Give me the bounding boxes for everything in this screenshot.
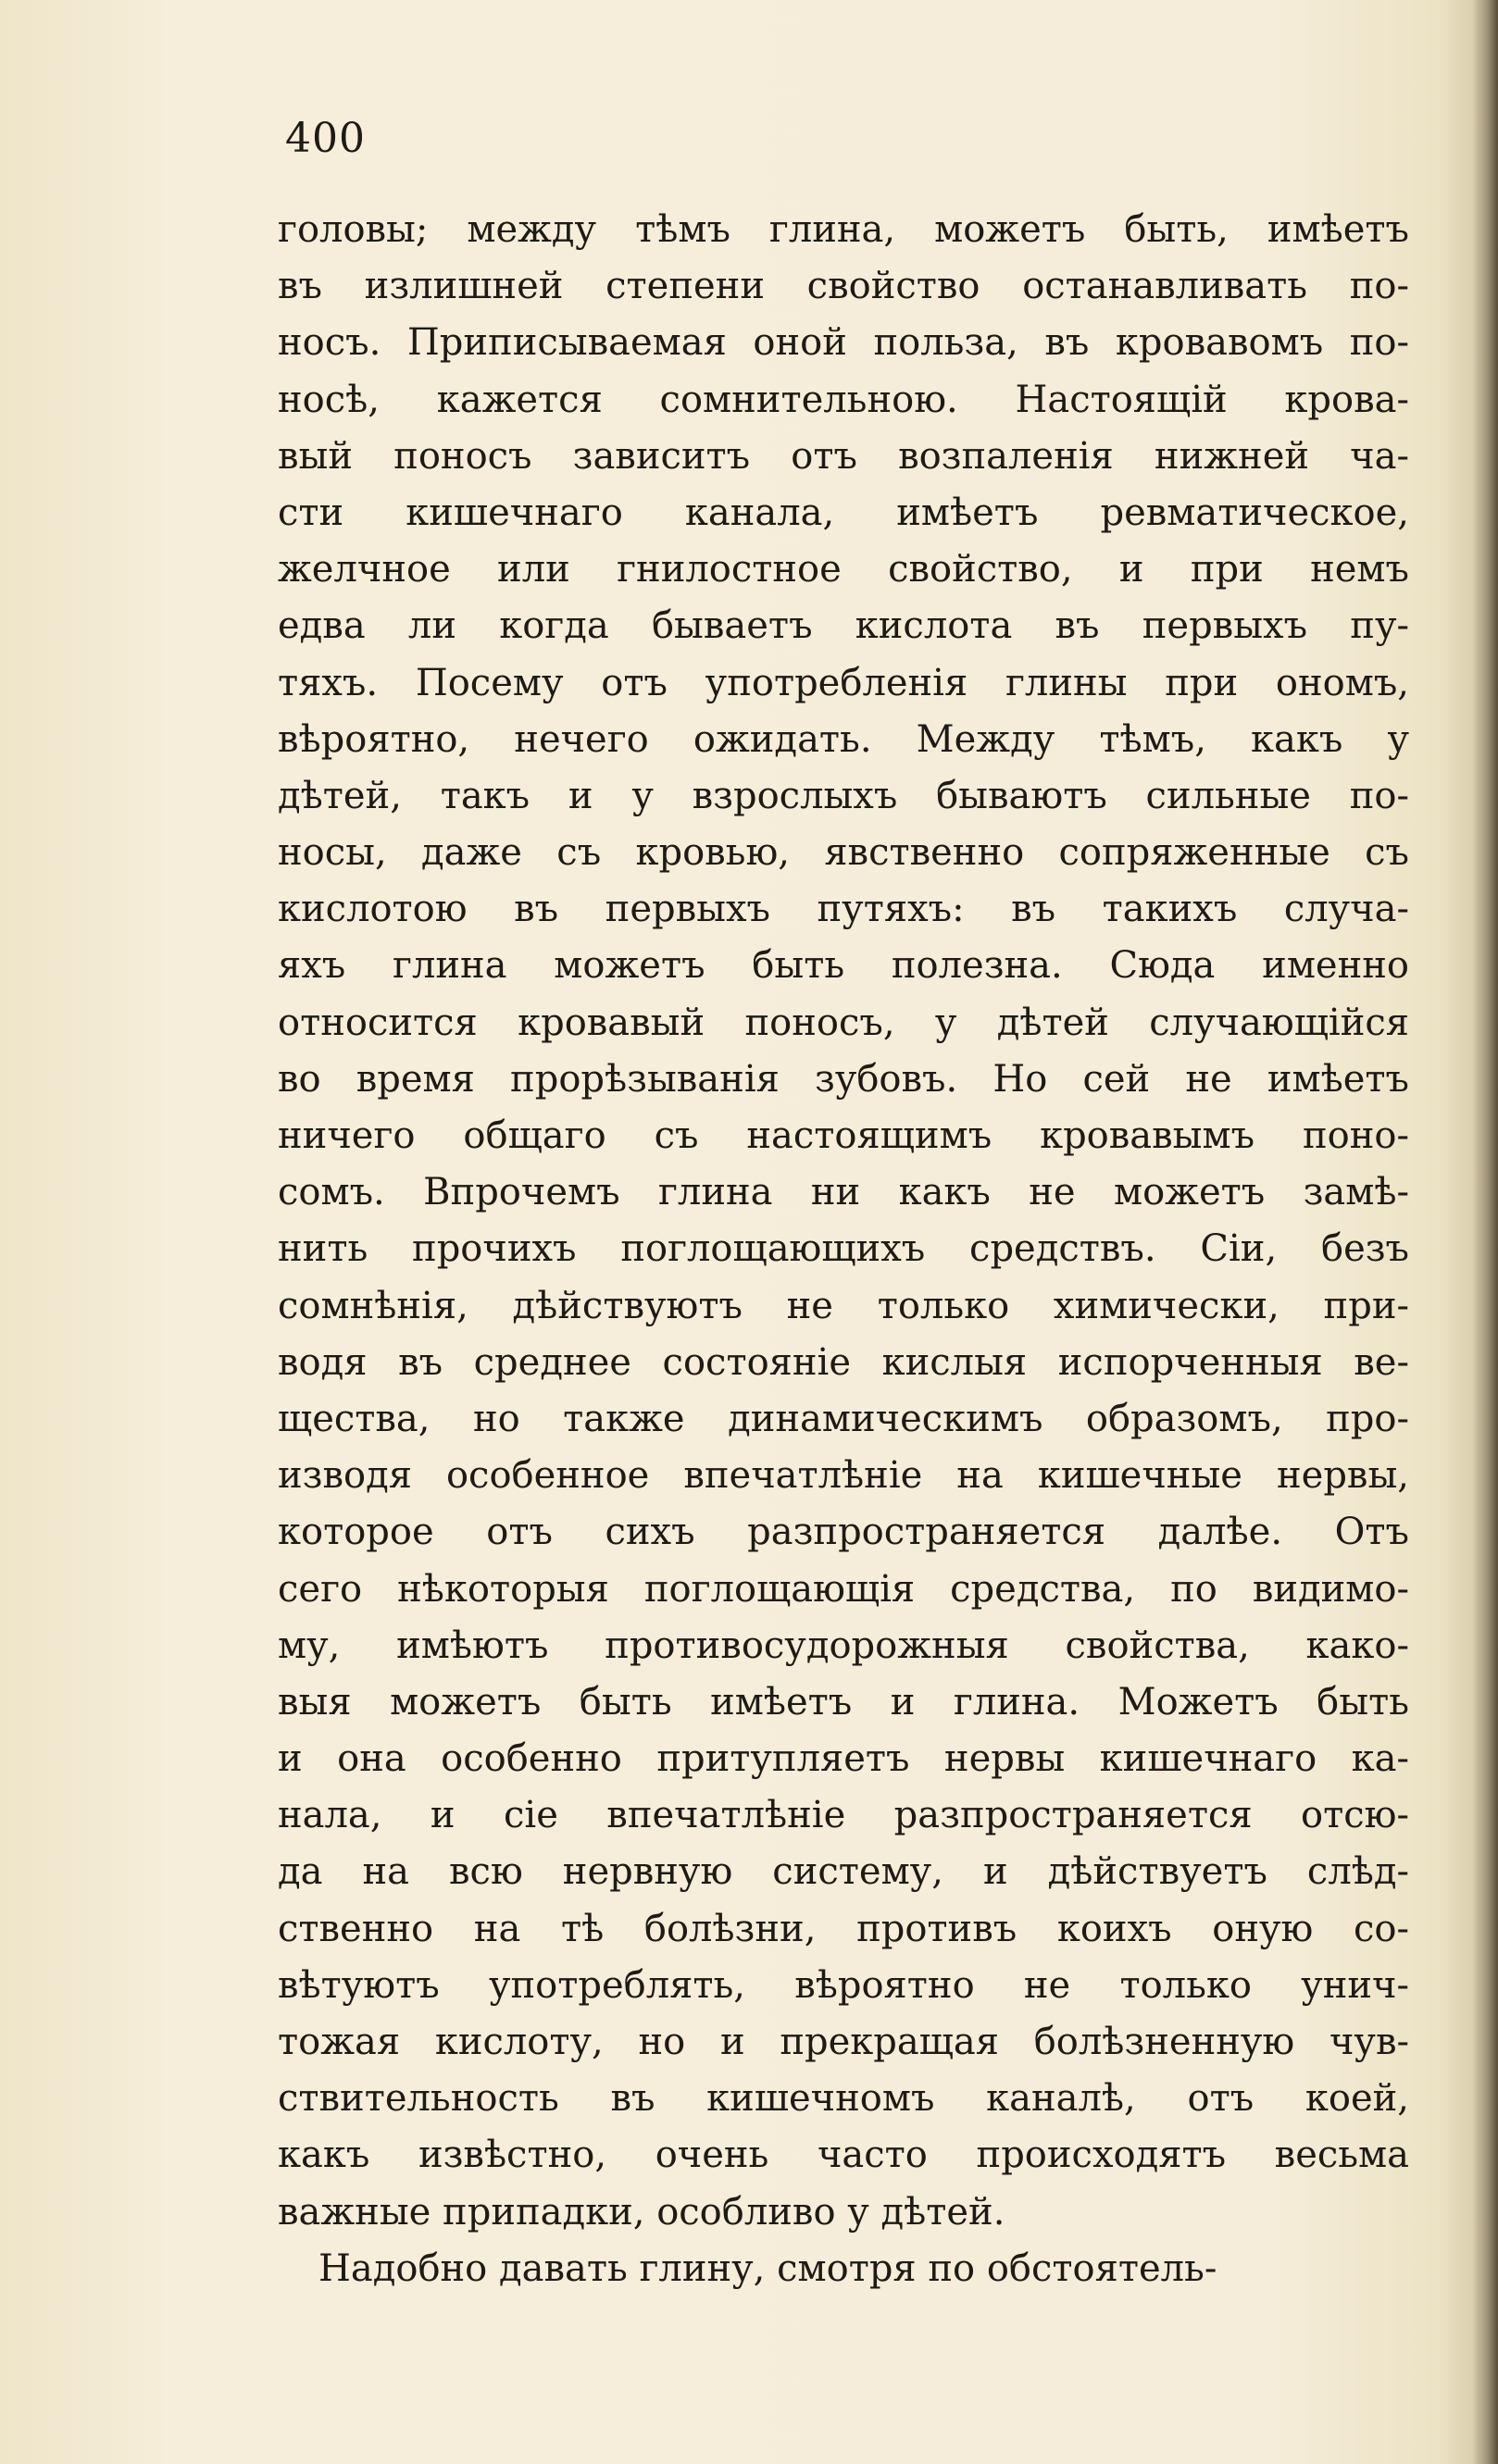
text-line: дѣтей, такъ и у взрослыхъ бываютъ сильные по- [278,774,1409,817]
text-line: му, имѣютъ противосудорожныя свойства, како- [278,1624,1409,1667]
body-text [278,202,1409,2297]
text-line: ничего общаго съ настоящимъ кровавымъ поно- [278,1114,1409,1157]
text-line: водя въ среднее состояніе кислыя испорченныя ве- [278,1340,1409,1384]
text-line: относится кровавый поносъ, у дѣтей случающійся [278,1001,1409,1044]
text-line: важные припадки, особливо у дѣтей. [278,2190,1005,2234]
text-line: Надобно давать глину, смотря по обстоятель- [318,2246,1217,2290]
text-line: щества, но также динамическимъ образомъ, про- [278,1397,1409,1440]
text-line: сомъ. Впрочемъ глина ни какъ не можетъ замѣ- [278,1171,1409,1214]
text-line: сего нѣкоторыя поглощающія средства, по видимо- [278,1567,1409,1611]
text-line: тяхъ. Посему отъ употребленія глины при ономъ, [278,661,1409,704]
text-line: сомнѣнія, дѣйствуютъ не только химически, при- [278,1284,1409,1327]
text-line: и она особенно притупляетъ нервы кишечнаго ка- [278,1737,1409,1781]
text-line: ствительность въ кишечномъ каналѣ, отъ коей, [278,2077,1409,2121]
text-line: едва ли когда бываетъ кислота въ первыхъ пу- [278,604,1409,648]
text-line: ственно на тѣ болѣзни, противъ коихъ оную со- [278,1907,1409,1950]
text-line: сти кишечнаго канала, имѣетъ ревматическое, [278,491,1409,534]
text-line: изводя особенное впечатлѣніе на кишечные нервы, [278,1454,1409,1498]
binding-shadow [1472,0,1498,2464]
text-line: во время прорѣзыванія зубовъ. Но сей не имѣетъ [278,1057,1409,1101]
text-line: носъ. Приписываемая оной польза, въ кровавомъ по- [278,321,1409,365]
text-line: которое отъ сихъ разпространяется далѣе. Отъ [278,1511,1409,1554]
text-line: нала, и сіе впечатлѣніе разпространяется отсю- [278,1794,1409,1837]
text-line: кислотою въ первыхъ путяхъ: въ такихъ случа- [278,888,1409,931]
text-line: носѣ, кажется сомнительною. Настоящій крова- [278,378,1409,421]
text-line: тожая кислоту, но и прекращая болѣзненную чув- [278,2021,1409,2063]
text-line: яхъ глина можетъ быть полезна. Сюда именно [278,944,1409,988]
text-line: вѣроятно, нечего ожидать. Между тѣмъ, какъ у [278,717,1409,761]
text-line: выя можетъ быть имѣетъ и глина. Можетъ быть [278,1680,1409,1724]
page-number: 400 [285,115,366,162]
text-line: вѣтуютъ употреблять, вѣроятно не только унич- [278,1963,1409,2007]
text-line: въ излишней степени свойство останавливать по- [278,265,1409,308]
text-line: да на всю нервную систему, и дѣйствуетъ слѣд- [278,1850,1409,1894]
text-line: какъ извѣстно, очень часто происходятъ весьма [278,2134,1409,2177]
text-line: желчное или гнилостное свойство, и при немъ [278,548,1409,591]
text-line: носы, даже съ кровью, явственно сопряженные съ [278,831,1409,875]
text-line: вый поносъ зависитъ отъ возпаленія нижней ча- [278,434,1409,478]
text-line: нить прочихъ поглощающихъ средствъ. Сіи, безъ [278,1227,1409,1271]
text-line: головы; между тѣмъ глина, можетъ быть, имѣетъ [278,208,1409,251]
